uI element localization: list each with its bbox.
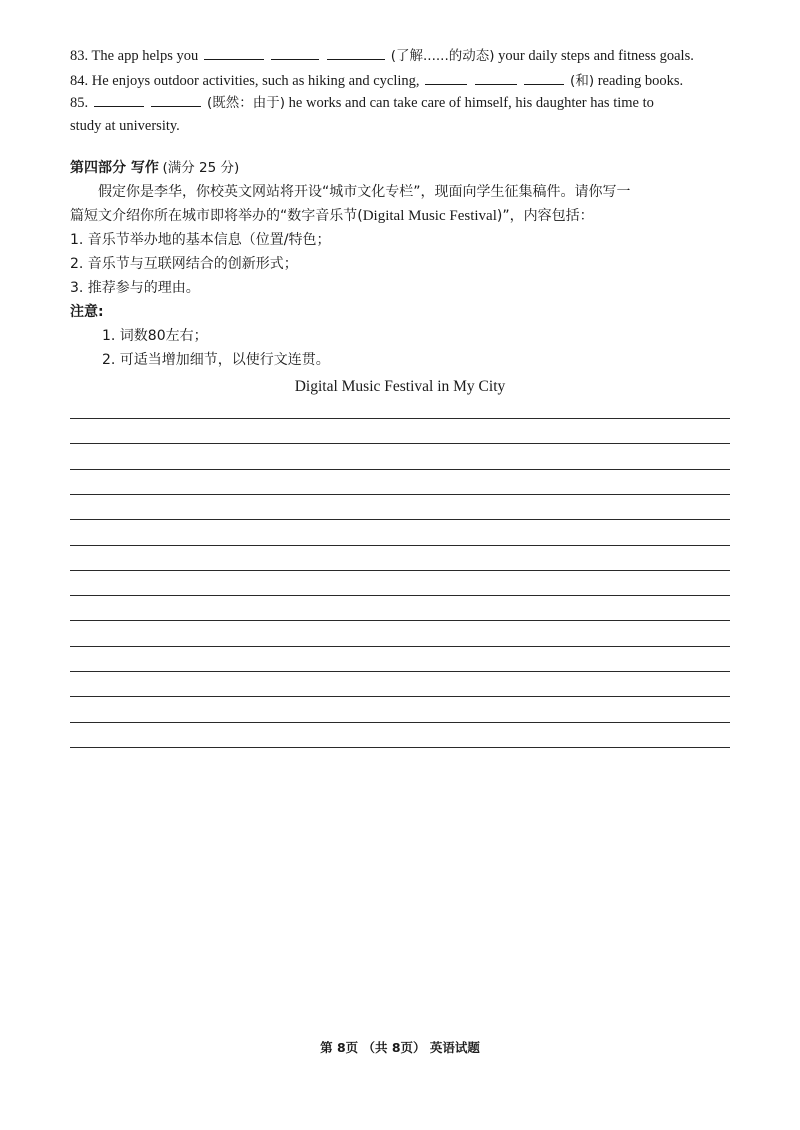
writing-line[interactable] — [70, 443, 730, 444]
answer-blank[interactable] — [524, 71, 564, 85]
writing-prompt-line-2 — [70, 204, 736, 228]
section-heading — [70, 158, 239, 178]
writing-line[interactable] — [70, 671, 730, 672]
question-number: 85. — [70, 95, 89, 111]
question-text: he works and can take care of himself, his daughter has time to — [288, 95, 654, 111]
note-label: 注意: — [70, 304, 104, 320]
answer-blank[interactable] — [327, 46, 385, 60]
page-footer: 第 8页 （共 8页） 英语试题 — [320, 1040, 480, 1055]
question-84 — [70, 71, 736, 91]
content-item-2: 2. 音乐节与互联网结合的创新形式； — [70, 256, 298, 272]
writing-line[interactable] — [70, 469, 730, 470]
prompt-text: 篇短文介绍你所在城市即将举办的“数字音乐节( — [70, 208, 363, 224]
question-hint: (了解......的动态) — [390, 48, 495, 64]
question-text: study at university. — [70, 118, 180, 134]
question-hint: (既然：由于) — [207, 95, 286, 111]
question-85-continuation — [70, 116, 736, 136]
content-item-3: 3. 推荐参与的理由。 — [70, 280, 200, 296]
prompt-text: 假定你是李华，你校英文网站将开设“城市文化专栏”，现面向学生征集稿件。请你写一 — [98, 184, 631, 200]
writing-line[interactable] — [70, 646, 730, 647]
writing-line[interactable] — [70, 418, 730, 419]
writing-line[interactable] — [70, 519, 730, 520]
question-text: He enjoys outdoor activities, such as hiking and cycling, — [91, 73, 420, 89]
question-number: 84. — [70, 73, 89, 89]
essay-title: Digital Music Festival in My City — [294, 378, 506, 395]
writing-line[interactable] — [70, 696, 730, 697]
question-text: reading books. — [597, 73, 684, 89]
score-note: (满分 25 分) — [162, 160, 240, 176]
writing-line[interactable] — [70, 595, 730, 596]
question-number: 83. — [70, 48, 89, 64]
writing-line[interactable] — [70, 570, 730, 571]
question-hint: (和) — [570, 73, 595, 89]
writing-line[interactable] — [70, 747, 730, 748]
note-item-1: 1. 词数80左右； — [102, 328, 208, 344]
writing-line[interactable] — [70, 494, 730, 495]
note-item-2: 2. 可适当增加细节，以使行文连贯。 — [102, 352, 330, 368]
answer-blank[interactable] — [271, 46, 319, 60]
writing-line[interactable] — [70, 545, 730, 546]
prompt-text: )”，内容包括： — [496, 208, 594, 224]
question-85 — [70, 93, 736, 113]
answer-blank[interactable] — [425, 71, 467, 85]
section-label: 第四部分 写作 — [70, 160, 159, 176]
writing-line[interactable] — [70, 722, 730, 723]
answer-blank[interactable] — [204, 46, 264, 60]
content-item-1: 1. 音乐节举办地的基本信息（位置/特色； — [70, 232, 331, 248]
writing-line[interactable] — [70, 620, 730, 621]
answer-blank[interactable] — [151, 93, 201, 107]
question-text: The app helps you — [91, 48, 199, 64]
question-text: your daily steps and fitness goals. — [498, 48, 694, 64]
answer-blank[interactable] — [475, 71, 517, 85]
writing-prompt-line-1 — [70, 180, 736, 204]
prompt-english-term: Digital Music Festival — [362, 208, 497, 224]
question-83 — [70, 46, 736, 66]
answer-blank[interactable] — [94, 93, 144, 107]
